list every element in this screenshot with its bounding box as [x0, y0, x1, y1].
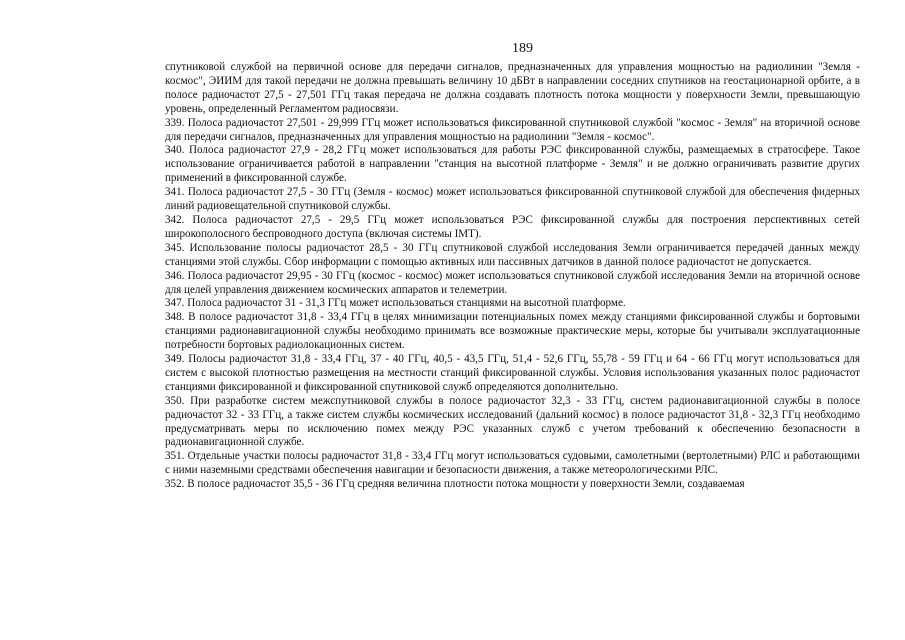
- paragraph-347: 347. Полоса радиочастот 31 - 31,3 ГГц может использоваться станциями на высотной платформе.: [165, 297, 626, 310]
- paragraph-continuation: спутниковой службой на первичной основе для передачи сигналов, предназначенных для управления мощностью на радиолинии "Земля - космос", ЭИИМ для такой передачи не должна превышать величину 10 дБВт в направлении соседних спутников на геостационарной орбите, а в полосе радиочастот 27,5 - 27,501 ГГц такая передача не должна создавать плотность потока мощности у поверхности Земли, превышающую уровень, определенный Регламентом радиосвязи.: [165, 61, 860, 115]
- paragraph-339: 339. Полоса радиочастот 27,501 - 29,999 ГГц может использоваться фиксированной спутниковой службой "космос - Земля" на вторичной основе для передачи сигналов, предназначенных для управления мощностью на радиолинии "Земля - космос".: [165, 116, 860, 143]
- paragraph-345: 345. Использование полосы радиочастот 28,5 - 30 ГГц спутниковой службой исследования Земли ограничивается передачей данных между станциями этой службы. Сбор информации с помощью активных или пассивных датчиков в данной полосе радиочастот не допускается.: [165, 241, 860, 268]
- paragraph-340: 340. Полоса радиочастот 27,9 - 28,2 ГГц может использоваться для работы РЭС фиксированной службы, размещаемых в стратосфере. Такое использование ограничивается работой в направлении "станция на высотной платформе - Земля" и не должно ограничивать развитие других применений в фиксированной службе.: [165, 144, 860, 185]
- paragraph-346: 346. Полоса радиочастот 29,95 - 30 ГГц (космос - космос) может использоваться спутниковой службой исследования Земли на вторичной основе для целей управления движением космических аппаратов и телеметрии.: [165, 269, 860, 296]
- paragraph-351: 351. Отдельные участки полосы радиочастот 31,8 - 33,4 ГГц могут использоваться судовыми, самолетными (вертолетными) РЛС и работающими с ними наземными средствами обеспечения навигации и безопасности движения, а также метеорологическими РЛС.: [165, 450, 860, 477]
- paragraph-352: 352. В полосе радиочастот 35,5 - 36 ГГц средняя величина плотности потока мощности у поверхности Земли, создаваемая: [165, 478, 745, 491]
- paragraph-342: 342. Полоса радиочастот 27,5 - 29,5 ГГц может использоваться РЭС фиксированной службы для построения перспективных сетей широкополосного беспроводного доступа (включая системы IMT).: [165, 213, 860, 240]
- page-number: 189: [512, 41, 533, 56]
- paragraph-349: 349. Полосы радиочастот 31,8 - 33,4 ГГц, 37 - 40 ГГц, 40,5 - 43,5 ГГц, 51,4 - 52,6 ГГц, 55,78 - 59 ГГц и 64 - 66 ГГц могут использоваться для систем с высокой плотностью размещения на местности станций фиксированной службы. Условия использования указанных полос радиочастот станциями фиксированной и фиксированной спутниковой служб определяются дополнительно.: [165, 353, 860, 393]
- document-body: [165, 61, 860, 492]
- paragraph-350: 350. При разработке систем межспутниковой службы в полосе радиочастот 32,3 - 33 ГГц, систем радионавигационной службы в полосе радиочастот 32 - 33 ГГц, а также систем службы космических исследований (дальний космос) в полосе радиочастот 31,8 - 32,3 ГГц необходимо предусматривать меры по исключению помех между РЭС указанных служб с учетом требований к обеспечению безопасности в радионавигационной службе.: [165, 394, 860, 449]
- paragraph-348: 348. В полосе радиочастот 31,8 - 33,4 ГГц в целях минимизации потенциальных помех между станциями фиксированной службы и бортовыми станциями радионавигационной службы необходимо принимать все возможные практические меры, которые бы учитывали эксплуатационные потребности бортовых радиолокационных систем.: [165, 311, 860, 352]
- paragraph-341: 341. Полоса радиочастот 27,5 - 30 ГГц (Земля - космос) может использоваться фиксированной спутниковой службой для обеспечения фидерных линий радиовещательной спутниковой службы.: [165, 186, 860, 213]
